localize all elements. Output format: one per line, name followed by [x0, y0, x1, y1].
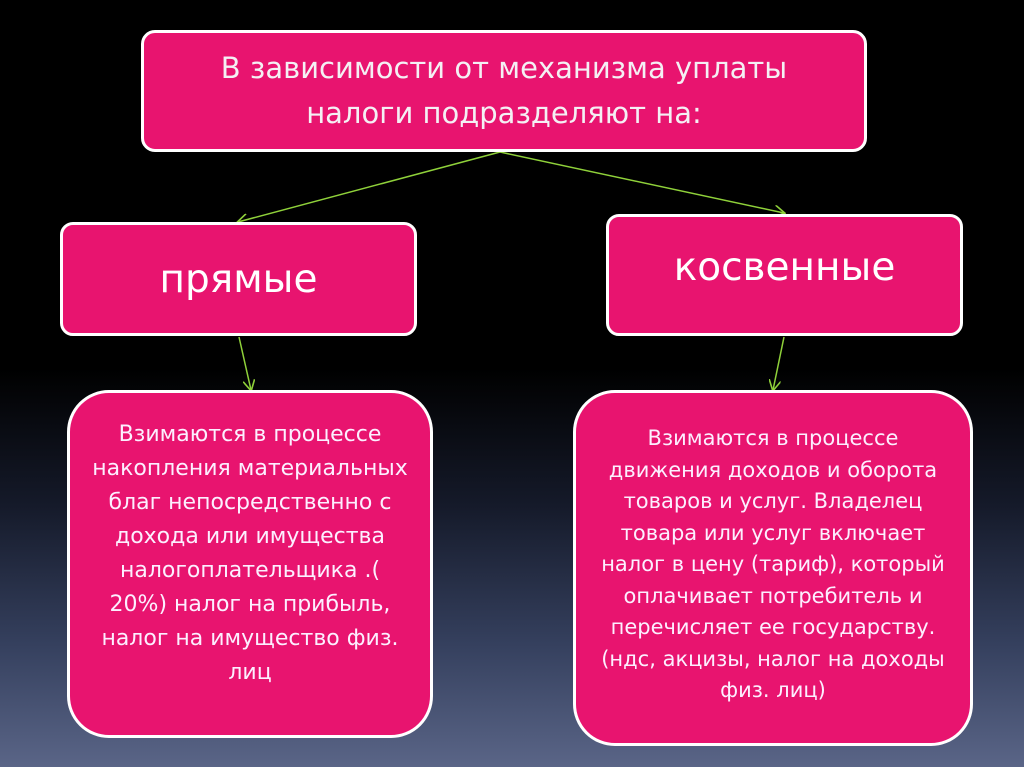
- category-direct-box: [60, 222, 417, 336]
- diagram-title: В зависимости от механизма уплаты налоги подразделяют на:: [220, 51, 788, 130]
- category-indirect-label: косвенные: [673, 244, 896, 290]
- indirect-description-text: Взимаются в процессе движения доходов и оборота товаров и услуг. Владелец товара или услуг включает налог в цену (тариф), который оплачивает потребитель и перечисляет ее государству.(ндс, акцизы, налог на доходы физ. лиц): [601, 426, 945, 703]
- title-box: [141, 30, 867, 152]
- category-direct-label: прямые: [159, 256, 318, 302]
- direct-description-box: [67, 390, 433, 738]
- direct-description-text: Взимаются в процессе накопления материальных благ непосредственно с дохода или имущества налогоплательщика .( 20%) налог на прибыль, налог на имущество физ. лиц: [92, 422, 408, 685]
- arrow-title-to-indirect: [500, 152, 784, 213]
- arrow-title-to-direct: [238, 152, 500, 222]
- category-indirect-box: [606, 214, 963, 336]
- arrow-indirect-to-desc: [773, 337, 784, 390]
- indirect-description-box: [573, 390, 973, 746]
- arrow-direct-to-desc: [239, 337, 251, 390]
